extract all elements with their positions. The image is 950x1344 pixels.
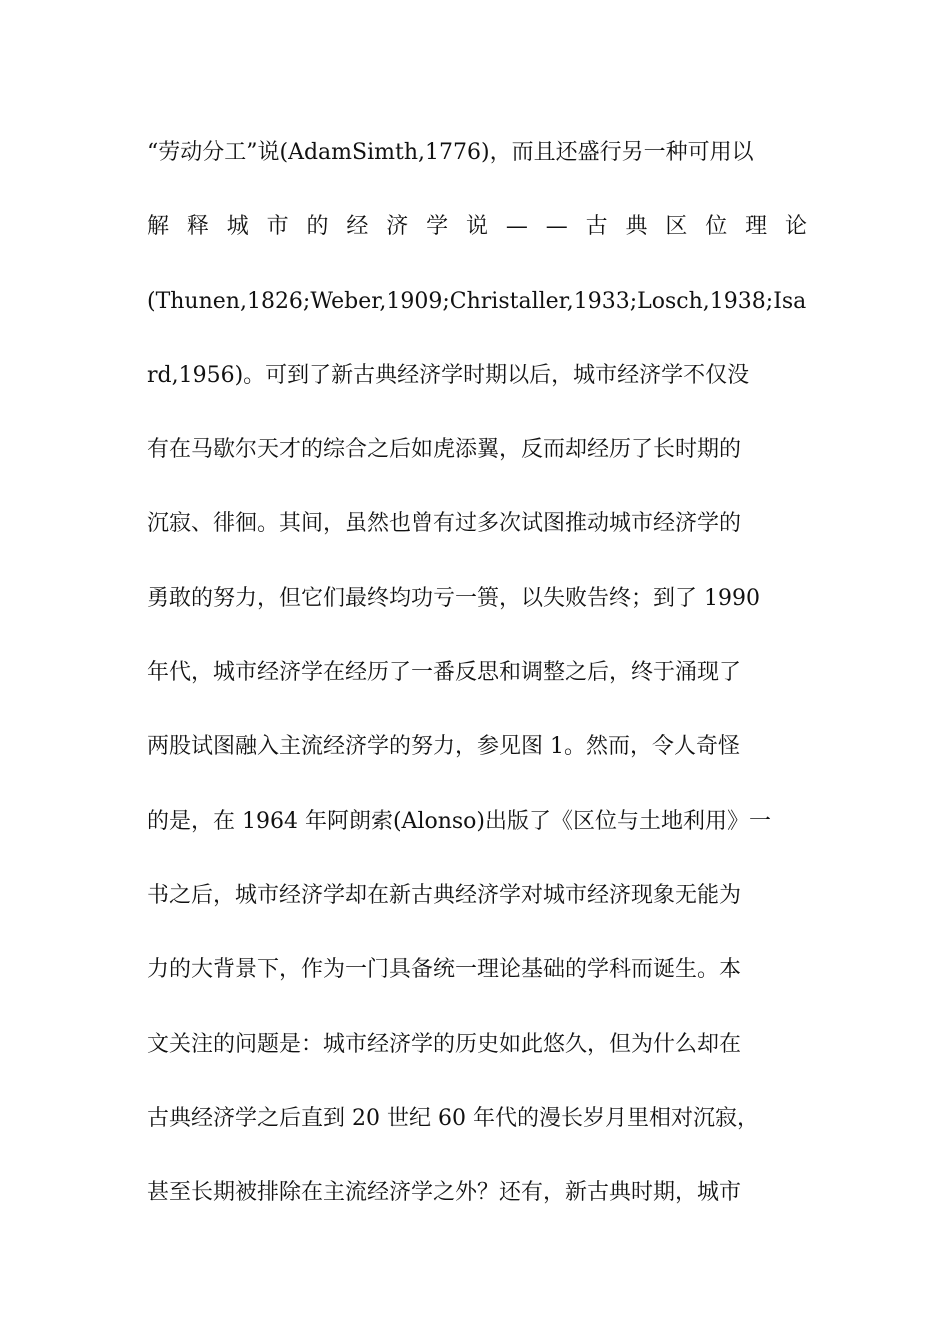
text-line-2 — [147, 205, 807, 279]
text-line-7: 勇敢的努力，但它们最终均功亏一篑，以失败告终；到了 1990 — [147, 585, 760, 611]
text-line-9: 两股试图融入主流经济学的努力，参见图 1。然而，令人奇怪 — [147, 734, 740, 760]
text-line-2-char: 城 — [226, 214, 249, 240]
text-line-5: 有在马歇尔天才的综合之后如虎添翼，反而却经历了长时期的 — [147, 437, 742, 463]
text-line-2-char: 济 — [386, 214, 409, 240]
text-line-2-char: 说 — [466, 214, 489, 240]
text-line-3: (Thunen,1826;Weber,1909;Christaller,1933;Losch,1938;Isa — [147, 288, 807, 314]
text-line-2-char: — — [505, 214, 528, 240]
text-line-1-content: “劳动分工”说(AdamSimth,1776)，而且还盛行另一种可用以 — [147, 140, 754, 165]
text-line-2-char: 释 — [186, 214, 209, 240]
text-line-2-char: 典 — [625, 214, 648, 240]
text-line-14: 古典经济学之后直到 20 世纪 60 年代的漫长岁月里相对沉寂， — [147, 1105, 759, 1131]
text-line-10: 的是，在 1964 年阿朗索(Alonso)出版了《区位与土地利用》一 — [147, 808, 772, 834]
text-line-6: 沉寂、徘徊。其间，虽然也曾有过多次试图推动城市经济学的 — [147, 511, 742, 537]
text-line-2-char: 解 — [147, 214, 170, 240]
text-line-4: rd,1956)。可到了新古典经济学时期以后，城市经济学不仅没 — [147, 362, 750, 388]
text-line-2-char: 古 — [585, 214, 608, 240]
text-line-12: 力的大背景下，作为一门具备统一理论基础的学科而诞生。本 — [147, 957, 742, 983]
text-line-2-char: 位 — [705, 214, 728, 240]
body-paragraph — [147, 131, 807, 1245]
text-line-15: 甚至长期被排除在主流经济学之外？还有，新古典时期，城市 — [147, 1180, 742, 1206]
text-line-2-char: 经 — [346, 214, 369, 240]
text-line-8: 年代，城市经济学在经历了一番反思和调整之后，终于涌现了 — [147, 660, 742, 686]
text-line-2-char: 学 — [426, 214, 449, 240]
text-line-2-char: — — [545, 214, 568, 240]
text-line-2-char: 理 — [745, 214, 768, 240]
text-line-2-char: 的 — [306, 214, 329, 240]
text-line-2-char: 论 — [784, 214, 807, 240]
text-line-11: 书之后，城市经济学却在新古典经济学对城市经济现象无能为 — [147, 882, 742, 908]
text-line-2-char: 市 — [266, 214, 289, 240]
text-line-13: 文关注的问题是：城市经济学的历史如此悠久，但为什么却在 — [147, 1031, 742, 1057]
text-line-2-char: 区 — [665, 214, 688, 240]
text-line-1 — [147, 131, 807, 205]
